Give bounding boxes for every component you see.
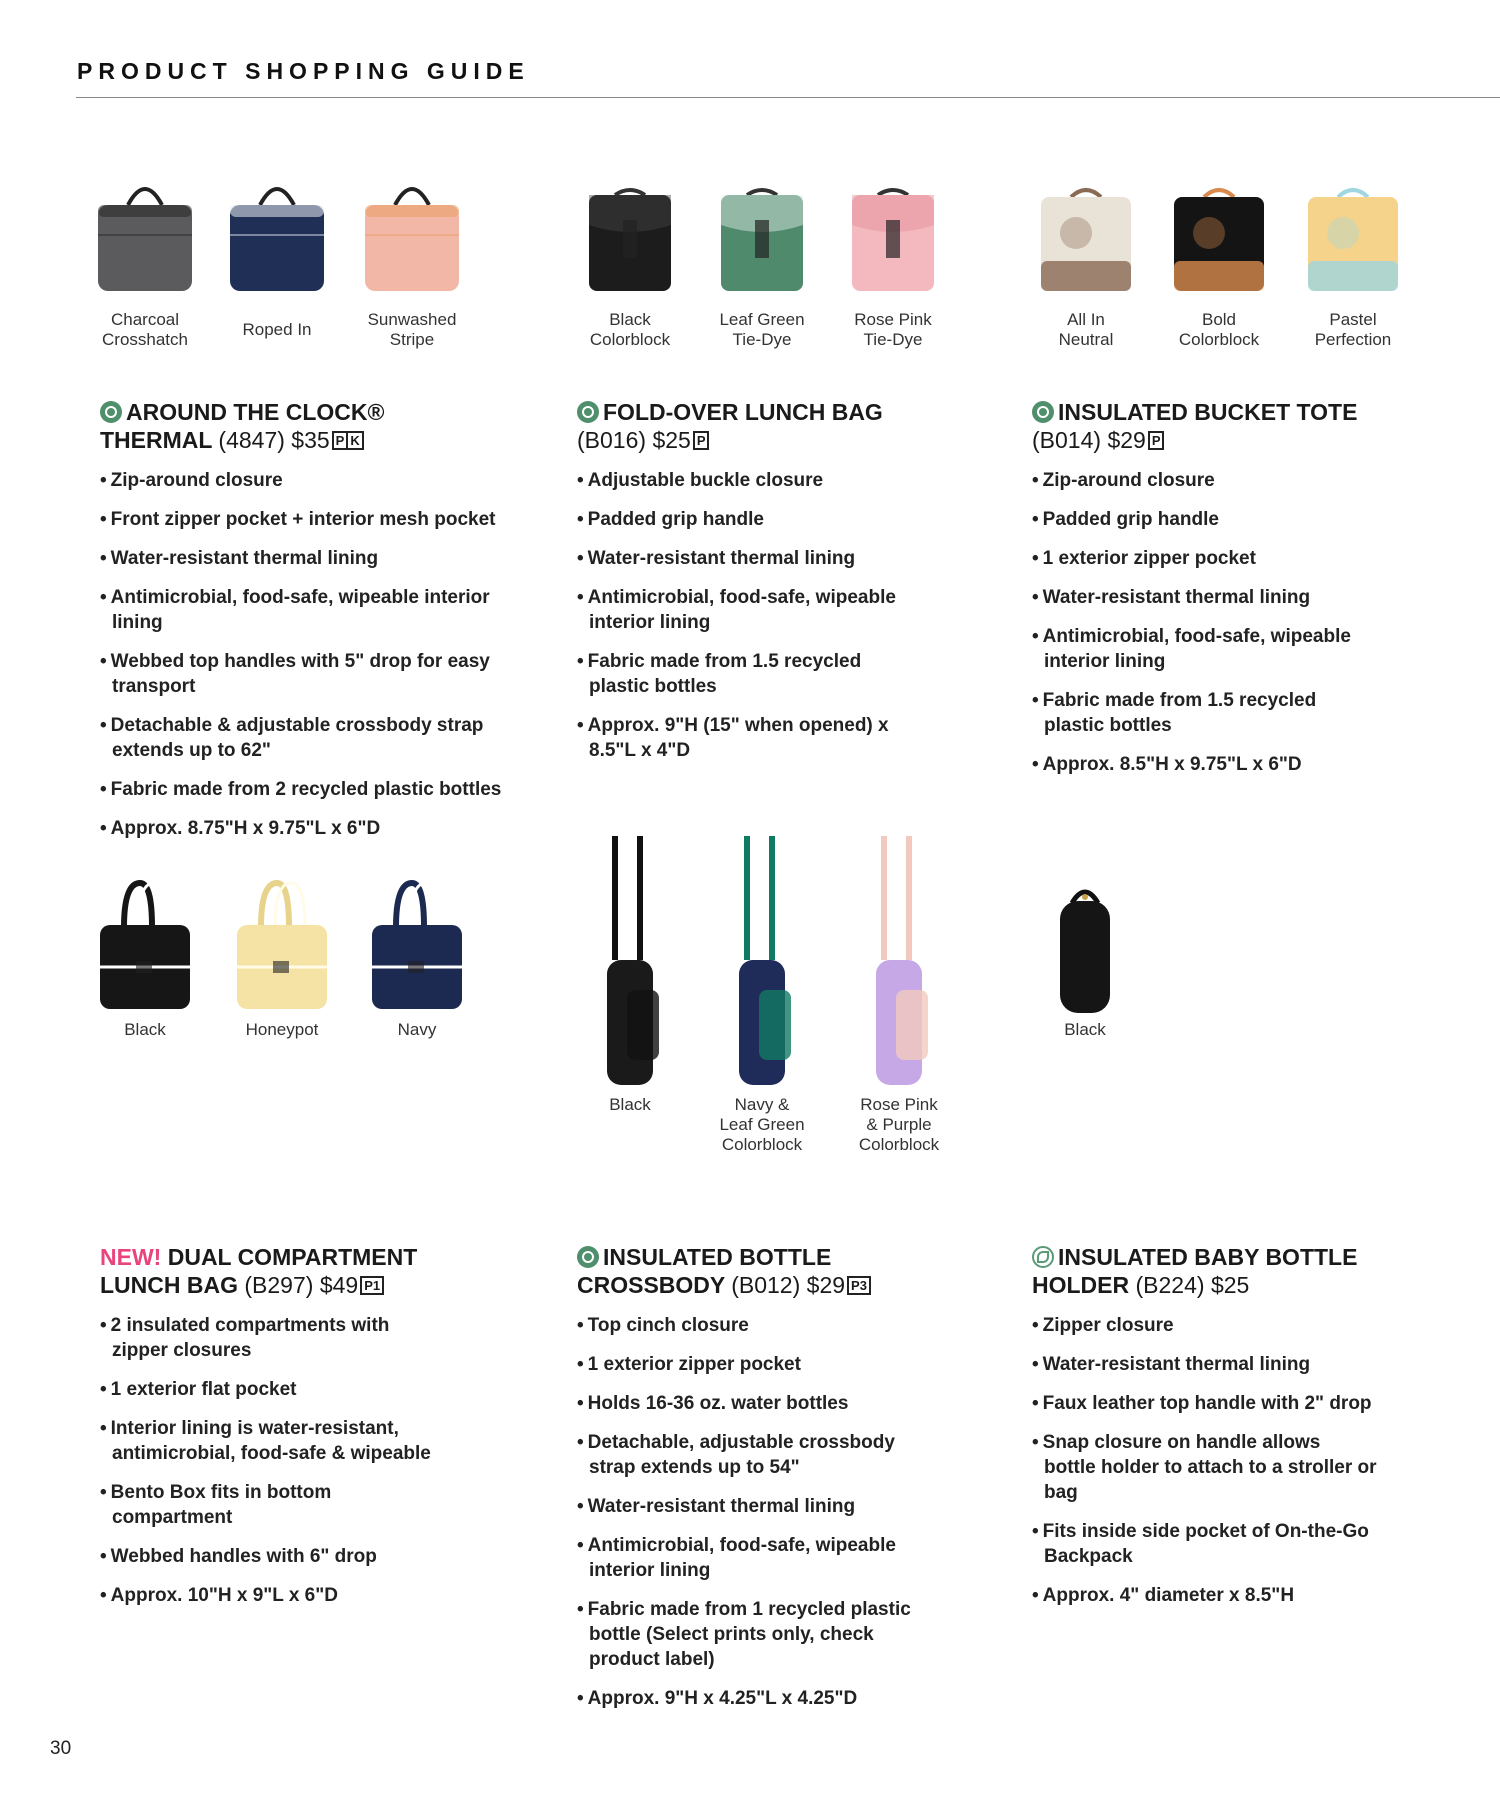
color-swatches — [1032, 880, 1472, 1100]
feature-item: • Approx. 4" diameter x 8.5"H — [1032, 1583, 1377, 1608]
feature-item: • Detachable & adjustable crossbody strap extends up to 62" — [100, 713, 520, 763]
product-sku: (B012) — [731, 1272, 801, 1298]
swatch-label: Honeypot — [245, 1020, 319, 1039]
product-name: INSULATED BOTTLE — [603, 1244, 832, 1270]
feature-item: • 1 exterior zipper pocket — [577, 1352, 922, 1377]
program-badge: P — [332, 431, 349, 450]
product-title — [577, 1243, 997, 1725]
product-price: $25 — [652, 427, 691, 453]
swatch-label: All In Neutral — [1058, 310, 1114, 349]
swatch — [217, 875, 347, 1040]
product-sku: (B224) — [1135, 1272, 1205, 1298]
product-price: $29 — [1107, 427, 1146, 453]
feature-item: • Fabric made from 1.5 recycled plastic bottles — [577, 649, 922, 699]
feature-item: • Fabric made from 2 recycled plastic bottles — [100, 777, 520, 802]
swatch — [565, 165, 695, 350]
product-name: INSULATED BUCKET TOTE — [1058, 399, 1358, 425]
product-sku: (B297) — [244, 1272, 314, 1298]
feature-item: • Fabric made from 1.5 recycled plastic bottles — [1032, 688, 1377, 738]
product-section-dual-compartment — [100, 880, 540, 1606]
product-image — [707, 165, 817, 305]
product-name: AROUND THE CLOCK® — [126, 399, 385, 425]
product-sku: (4847) — [218, 427, 285, 453]
product-name-continued: LUNCH BAG — [100, 1272, 238, 1298]
feature-item: • Fits inside side pocket of On-the-Go Backpack — [1032, 1519, 1377, 1569]
product-image — [362, 875, 472, 1015]
feature-item: • Approx. 8.75"H x 9.75"L x 6"D — [100, 816, 520, 841]
swatch — [697, 830, 827, 1155]
feature-item: • Webbed handles with 6" drop — [100, 1544, 445, 1569]
product-name-continued: CROSSBODY — [577, 1272, 725, 1298]
product-sku: (B016) — [577, 427, 647, 453]
feature-list — [100, 468, 520, 841]
feature-item: • Adjustable buckle closure — [577, 468, 922, 493]
product-name: DUAL COMPARTMENT — [167, 1244, 418, 1270]
product-price: $29 — [806, 1272, 846, 1298]
product-section-around-the-clock — [100, 170, 540, 839]
color-swatches — [100, 880, 540, 1100]
swatch-label: Roped In — [242, 320, 312, 339]
feature-item: • Approx. 10"H x 9"L x 6"D — [100, 1583, 445, 1608]
product-image — [1298, 165, 1408, 305]
feature-item: • Snap closure on handle allows bottle holder to attach to a stroller or bag — [1032, 1430, 1377, 1505]
product-price: $49 — [319, 1272, 359, 1298]
swatch-label: Bold Colorblock — [1178, 310, 1260, 349]
new-label: NEW! — [100, 1244, 162, 1270]
feature-item: • Antimicrobial, food-safe, wipeable interior lining — [100, 585, 520, 635]
feature-list — [577, 468, 922, 763]
product-image — [575, 165, 685, 305]
program-badge: K — [348, 431, 363, 450]
program-badge: P — [1148, 431, 1165, 450]
product-image — [90, 165, 200, 305]
feature-item: • Antimicrobial, food-safe, wipeable interior lining — [577, 585, 922, 635]
product-image — [357, 165, 467, 305]
product-name-continued: HOLDER — [1032, 1272, 1130, 1298]
feature-item: • Approx. 9"H (15" when opened) x 8.5"L x 4"D — [577, 713, 922, 763]
feature-item: • Water-resistant thermal lining — [1032, 1352, 1377, 1377]
color-swatches — [577, 170, 1017, 390]
product-image — [854, 830, 944, 1090]
feature-list — [100, 1313, 445, 1608]
feature-item: • Water-resistant thermal lining — [577, 546, 922, 571]
feature-item: • Water-resistant thermal lining — [1032, 585, 1377, 610]
header-rule — [76, 97, 1500, 98]
product-image — [90, 875, 200, 1015]
product-price: $25 — [1210, 1272, 1250, 1298]
product-image — [717, 830, 807, 1090]
feature-list — [1032, 468, 1377, 777]
feature-item: • 1 exterior zipper pocket — [1032, 546, 1377, 571]
feature-item: • Approx. 8.5"H x 9.75"L x 6"D — [1032, 752, 1377, 777]
swatch-label: Rose Pink & Purple Colorblock — [858, 1095, 940, 1154]
feature-item: • Webbed top handles with 5" drop for easy transport — [100, 649, 520, 699]
feature-item: • Approx. 9"H x 4.25"L x 4.25"D — [577, 1686, 922, 1711]
feature-item: • 2 insulated compartments with zipper closures — [100, 1313, 445, 1363]
feature-item: • Water-resistant thermal lining — [100, 546, 520, 571]
feature-item: • Antimicrobial, food-safe, wipeable interior lining — [577, 1533, 922, 1583]
swatch — [347, 165, 477, 350]
product-image — [222, 165, 332, 305]
product-title — [100, 1243, 520, 1622]
feature-item: • Front zipper pocket + interior mesh pocket — [100, 507, 520, 532]
product-title — [1032, 398, 1452, 791]
feature-item: • Padded grip handle — [577, 507, 922, 532]
product-name-continued: THERMAL — [100, 427, 213, 453]
swatch-label: Black — [1064, 1020, 1106, 1039]
swatch-label: Pastel Perfection — [1314, 310, 1392, 349]
swatch — [1020, 875, 1150, 1040]
eco-icon — [1032, 401, 1054, 423]
feature-item: • Fabric made from 1 recycled plastic bottle (Select prints only, check product label) — [577, 1597, 922, 1672]
swatch-label: Rose Pink Tie-Dye — [854, 310, 932, 349]
swatch — [828, 165, 958, 350]
feature-item: • Detachable, adjustable crossbody strap extends up to 54" — [577, 1430, 922, 1480]
eco-icon — [100, 401, 122, 423]
product-image — [585, 830, 675, 1090]
product-image — [1164, 165, 1274, 305]
feature-item: • Holds 16-36 oz. water bottles — [577, 1391, 922, 1416]
eco-icon — [1032, 1246, 1054, 1268]
feature-item: • Bento Box fits in bottom compartment — [100, 1480, 445, 1530]
swatch-label: Black — [124, 1020, 166, 1039]
swatch-label: Navy & Leaf Green Colorblock — [719, 1095, 805, 1154]
eco-icon — [577, 1246, 599, 1268]
swatch-label: Navy — [397, 1020, 437, 1039]
feature-item: • 1 exterior flat pocket — [100, 1377, 445, 1402]
swatch — [1021, 165, 1151, 350]
feature-item: • Antimicrobial, food-safe, wipeable interior lining — [1032, 624, 1377, 674]
feature-item: • Zip-around closure — [100, 468, 520, 493]
product-name: INSULATED BABY BOTTLE — [1058, 1244, 1358, 1270]
swatch — [1154, 165, 1284, 350]
product-title — [100, 398, 520, 855]
product-section-insulated-bucket-tote — [1032, 170, 1472, 775]
program-badge: P1 — [360, 1276, 384, 1295]
product-title — [577, 398, 997, 777]
swatch — [352, 875, 482, 1040]
product-section-fold-over-lunch-bag — [577, 170, 1017, 761]
feature-item: • Interior lining is water-resistant, antimicrobial, food-safe & wipeable — [100, 1416, 445, 1466]
swatch — [697, 165, 827, 350]
product-section-insulated-bottle-crossbody — [577, 880, 1017, 1709]
swatch-label: Sunwashed Stripe — [367, 310, 457, 349]
swatch — [212, 165, 342, 340]
product-name: FOLD-OVER LUNCH BAG — [603, 399, 883, 425]
feature-list — [1032, 1313, 1377, 1608]
feature-item: • Zipper closure — [1032, 1313, 1377, 1338]
product-sku: (B014) — [1032, 427, 1102, 453]
product-image — [1031, 165, 1141, 305]
product-image — [838, 165, 948, 305]
product-image — [227, 875, 337, 1015]
page-header: PRODUCT SHOPPING GUIDE — [77, 58, 530, 84]
product-title — [1032, 1243, 1452, 1622]
product-section-insulated-baby-bottle-holder — [1032, 880, 1472, 1606]
swatch — [80, 165, 210, 350]
swatch-label: Charcoal Crosshatch — [102, 310, 188, 349]
swatch — [834, 830, 964, 1155]
feature-item: • Top cinch closure — [577, 1313, 922, 1338]
feature-item: • Water-resistant thermal lining — [577, 1494, 922, 1519]
feature-list — [577, 1313, 922, 1711]
product-image — [1030, 875, 1140, 1015]
color-swatches — [100, 170, 540, 390]
swatch — [80, 875, 210, 1040]
program-badge: P — [693, 431, 710, 450]
swatch — [1288, 165, 1418, 350]
swatch-label: Black — [609, 1095, 651, 1114]
feature-item: • Faux leather top handle with 2" drop — [1032, 1391, 1377, 1416]
product-price: $35 — [291, 427, 330, 453]
swatch-label: Black Colorblock — [589, 310, 671, 349]
feature-item: • Padded grip handle — [1032, 507, 1377, 532]
color-swatches — [577, 880, 1017, 1154]
program-badge: P3 — [847, 1276, 871, 1295]
swatch — [565, 830, 695, 1115]
feature-item: • Zip-around closure — [1032, 468, 1377, 493]
swatch-label: Leaf Green Tie-Dye — [719, 310, 805, 349]
page-number: 30 — [50, 1738, 72, 1759]
color-swatches — [1032, 170, 1472, 390]
eco-icon — [577, 401, 599, 423]
